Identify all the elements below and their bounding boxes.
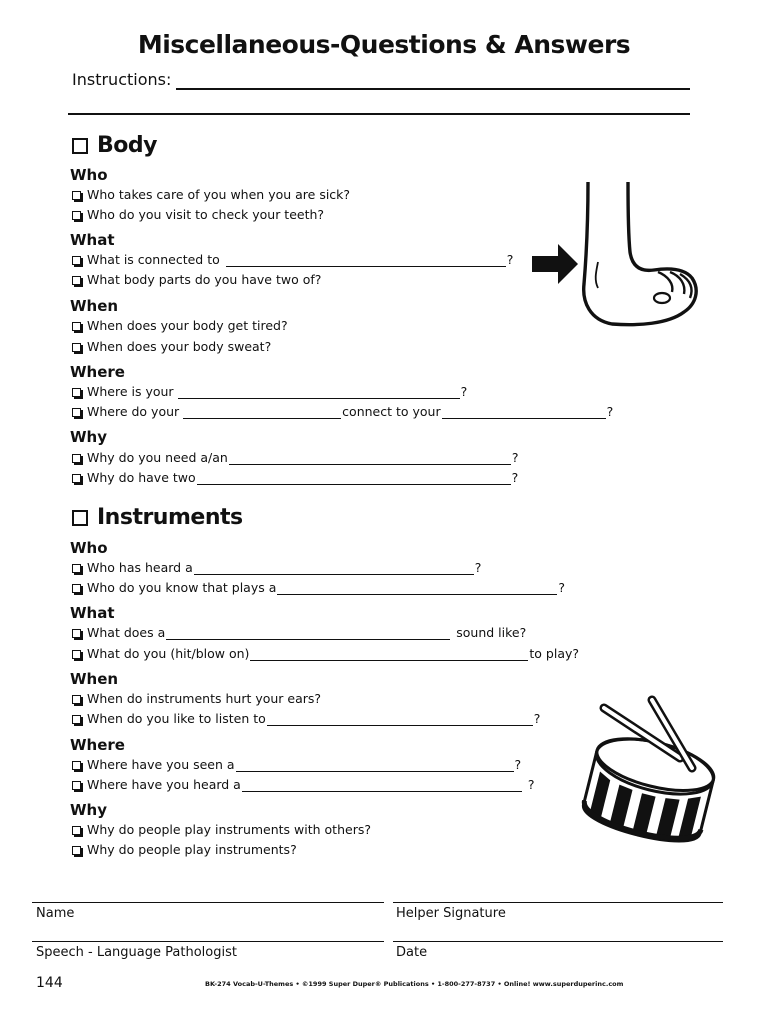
answer-blank[interactable] (229, 453, 511, 465)
instructions-label: Instructions: (72, 70, 172, 89)
date-label: Date (396, 945, 428, 960)
body-who-q2[interactable]: Who do you visit to check your teeth? (72, 207, 324, 222)
body-when-q1[interactable]: When does your body get tired? (72, 318, 288, 333)
page-number: 144 (36, 975, 63, 991)
checkbox-icon[interactable] (72, 256, 81, 265)
page-title: Miscellaneous-Questions & Answers (137, 30, 631, 59)
slp-label: Speech - Language Pathologist (36, 945, 237, 960)
helper-signature-label: Helper Signature (396, 906, 506, 921)
body-why-label: Why (70, 428, 108, 446)
checkbox-icon[interactable] (72, 564, 81, 573)
instruments-why-label: Why (70, 801, 108, 819)
checkbox-icon[interactable] (72, 650, 81, 659)
instruments-when-q2[interactable]: When do you like to listen to ? (72, 711, 540, 726)
checkbox-icon[interactable] (72, 846, 81, 855)
name-label: Name (36, 906, 75, 921)
answer-blank[interactable] (226, 255, 506, 267)
section-instruments-title: Instruments (97, 505, 243, 530)
checkbox-icon[interactable] (72, 715, 81, 724)
answer-blank[interactable] (442, 407, 606, 419)
checkbox-icon[interactable] (72, 826, 81, 835)
checkbox-icon[interactable] (72, 388, 81, 397)
instructions-line-1[interactable] (176, 88, 690, 90)
instruments-when-label: When (70, 670, 119, 688)
body-why-q1[interactable]: Why do you need a/an ? (72, 450, 518, 465)
body-what-label: What (70, 231, 115, 249)
foot-illustration (528, 180, 704, 330)
helper-signature-line[interactable] (393, 902, 723, 903)
checkbox-icon[interactable] (72, 454, 81, 463)
instructions-line-2[interactable] (68, 113, 690, 115)
checkbox-icon[interactable] (72, 276, 81, 285)
checkbox-icon[interactable] (72, 695, 81, 704)
body-when-q2[interactable]: When does your body sweat? (72, 339, 271, 354)
body-who-q1[interactable]: Who takes care of you when you are sick? (72, 187, 350, 202)
instruments-why-q2[interactable]: Why do people play instruments? (72, 842, 297, 857)
body-why-q2[interactable]: Why do have two ? (72, 470, 518, 485)
instruments-when-q1[interactable]: When do instruments hurt your ears? (72, 691, 321, 706)
slp-line[interactable] (32, 941, 384, 942)
body-what-q2[interactable]: What body parts do you have two of? (72, 272, 321, 287)
drum-illustration (576, 694, 724, 856)
checkbox-icon[interactable] (72, 343, 81, 352)
publisher-credit: BK-274 Vocab-U-Themes • ©1999 Super Duper® Publications • 1-800-277-8737 • Online! www.superduperinc.com (205, 980, 624, 988)
checkbox-icon[interactable] (72, 781, 81, 790)
instruments-who-q1[interactable]: Who has heard a ? (72, 560, 481, 575)
checkbox-icon[interactable] (72, 408, 81, 417)
instruments-who-q2[interactable]: Who do you know that plays a ? (72, 580, 565, 595)
section-instruments-heading (72, 505, 243, 530)
answer-blank[interactable] (197, 473, 511, 485)
answer-blank[interactable] (277, 583, 557, 595)
body-when-label: When (70, 297, 119, 315)
instruments-where-q2[interactable]: Where have you heard a ? (72, 777, 535, 792)
arrow-icon (532, 244, 578, 284)
section-body-heading (72, 133, 157, 158)
checkbox-icon[interactable] (72, 138, 88, 154)
body-where-label: Where (70, 363, 125, 381)
checkbox-icon[interactable] (72, 629, 81, 638)
checkbox-icon[interactable] (72, 584, 81, 593)
answer-blank[interactable] (242, 780, 522, 792)
answer-blank[interactable] (236, 760, 514, 772)
answer-blank[interactable] (178, 387, 460, 399)
checkbox-icon[interactable] (72, 322, 81, 331)
answer-blank[interactable] (166, 628, 450, 640)
instruments-where-label: Where (70, 736, 125, 754)
answer-blank[interactable] (183, 407, 341, 419)
instruments-why-q1[interactable]: Why do people play instruments with others? (72, 822, 371, 837)
body-what-q1[interactable]: What is connected to ? (72, 252, 513, 267)
instruments-what-q1[interactable]: What does a sound like? (72, 625, 526, 640)
instruments-who-label: Who (70, 539, 108, 557)
body-where-q1[interactable]: Where is your ? (72, 384, 467, 399)
section-body-title: Body (97, 133, 157, 158)
body-who-label: Who (70, 166, 108, 184)
body-where-q2[interactable]: Where do your connect to your ? (72, 404, 613, 419)
name-line[interactable] (32, 902, 384, 903)
checkbox-icon[interactable] (72, 474, 81, 483)
checkbox-icon[interactable] (72, 510, 88, 526)
instruments-what-q2[interactable]: What do you (hit/blow on) to play? (72, 646, 579, 661)
instruments-where-q1[interactable]: Where have you seen a ? (72, 757, 521, 772)
answer-blank[interactable] (267, 714, 533, 726)
answer-blank[interactable] (194, 563, 474, 575)
checkbox-icon[interactable] (72, 211, 81, 220)
checkbox-icon[interactable] (72, 191, 81, 200)
instruments-what-label: What (70, 604, 115, 622)
date-line[interactable] (393, 941, 723, 942)
answer-blank[interactable] (250, 649, 528, 661)
checkbox-icon[interactable] (72, 761, 81, 770)
